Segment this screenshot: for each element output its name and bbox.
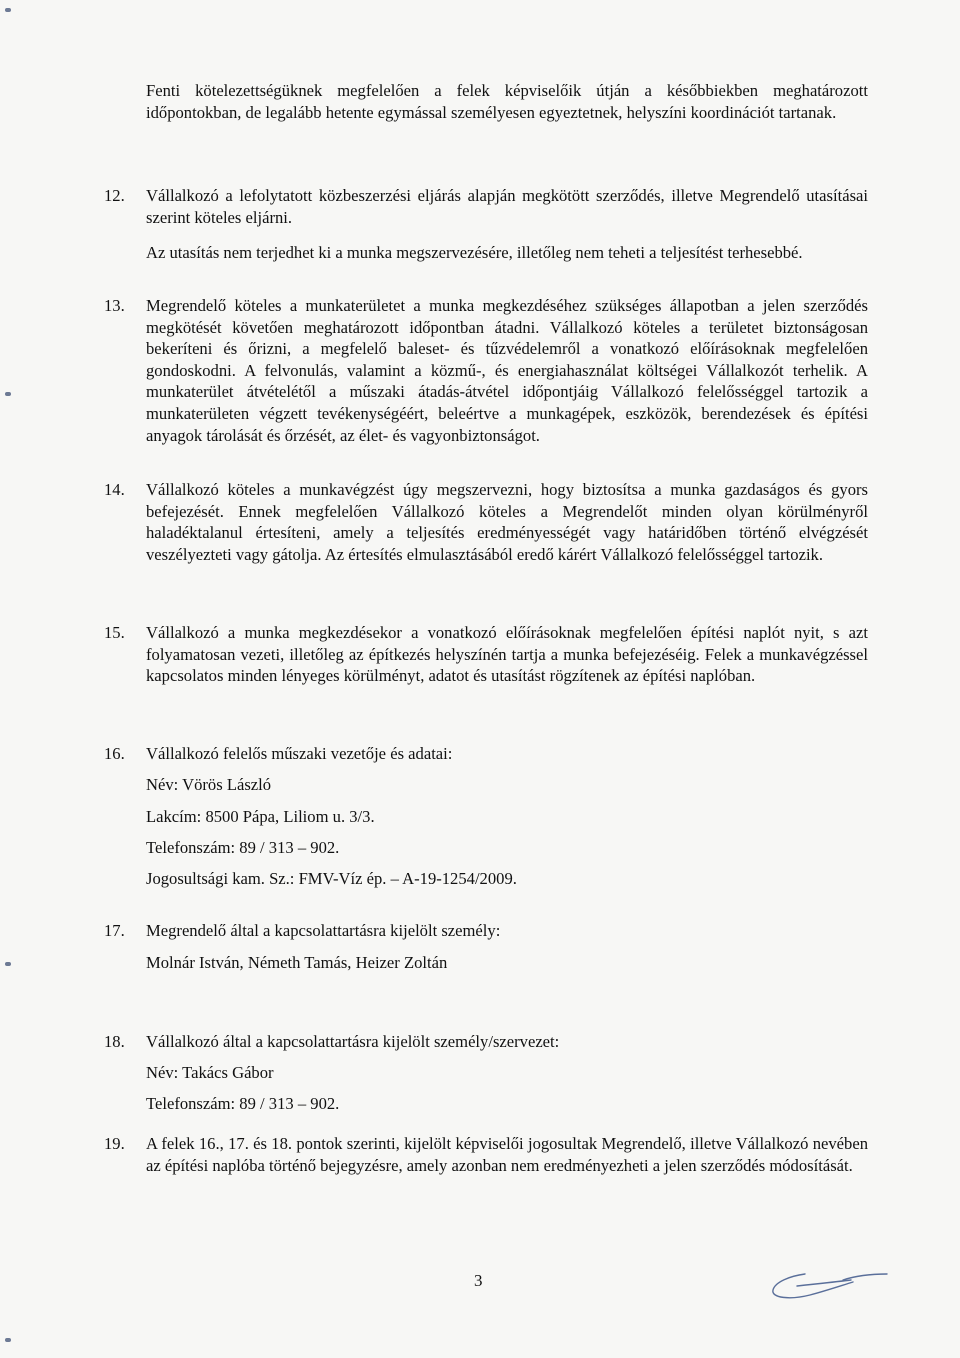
item-number: 16.	[104, 744, 125, 763]
item-16-license: Jogosultsági kam. Sz.: FMV-Víz ép. – A-19-1254/2009.	[146, 869, 517, 888]
item-18-phone: Telefonszám: 89 / 313 – 902.	[146, 1094, 340, 1113]
item-12-text: Vállalkozó a lefolytatott közbeszerzési eljárás alapján megkötött szerződés, illetve Megrendelő utasításai szerint köteles eljárni.	[146, 186, 868, 227]
item-12	[146, 185, 868, 264]
item-12-text-2: Az utasítás nem terjedhet ki a munka megszervezésére, illetőleg nem teheti a teljesítést terhesebbé.	[146, 243, 803, 263]
item-13	[146, 295, 868, 446]
item-number: 12.	[104, 186, 125, 205]
intro-paragraph	[146, 80, 868, 123]
item-number: 17.	[104, 921, 125, 940]
item-15-text: Vállalkozó a munka megkezdésekor a vonatkozó előírásoknak megfelelően építési naplót nyit, s azt folyamatosan vezeti, illetőleg az építkezés helyszínén tartja a munka befejezéséig. Felek a munkavégzéssel kapcsolatos minden lényeges körülményt, adatot és utasítást rögzítenek az építési naplóban.	[146, 623, 868, 686]
item-18-name: Név: Takács Gábor	[146, 1063, 274, 1082]
item-16-address: Lakcím: 8500 Pápa, Liliom u. 3/3.	[146, 807, 375, 826]
item-number: 14.	[104, 480, 125, 499]
page-number: 3	[474, 1271, 483, 1290]
binder-mark	[5, 1338, 11, 1342]
item-19	[146, 1133, 868, 1176]
item-15	[146, 622, 868, 687]
item-number: 18.	[104, 1032, 125, 1051]
signature-initials	[735, 1262, 895, 1312]
item-number: 13.	[104, 296, 125, 315]
item-14	[146, 479, 868, 565]
binder-mark	[5, 392, 11, 396]
item-13-text: Megrendelő köteles a munkaterületet a munka megkezdéséhez szükséges állapotban a jelen szerződés megkötését követően meghatározott időpontban átadni. Vállalkozó köteles a területet biztonságosan bekeríteni és őrizni, a megfelelő baleset- és tűzvédelemről a vonatkozó előírásoknak megfelelően gondoskodni. A felvonulás, valamint a közmű-, és energiahasználat költségei Vállalkozót terhelik. A munkaterület átvételétől a műszaki átadás-átvétel időpontjáig Vállalkozó felelősséggel tartozik a munkaterületen végzett tevékenységéért, beleértve a munkagépek, eszközök, berendezések és építési anyagok tárolását és őrzését, az élet- és vagyonbiztonságot.	[146, 296, 868, 445]
item-16-phone: Telefonszám: 89 / 313 – 902.	[146, 838, 340, 857]
item-18-text: Vállalkozó által a kapcsolattartásra kijelölt személy/szervezet:	[146, 1032, 560, 1051]
binder-mark	[5, 8, 11, 12]
item-16-name: Név: Vörös László	[146, 775, 272, 794]
item-17-names: Molnár István, Németh Tamás, Heizer Zoltán	[146, 953, 448, 972]
item-19-text: A felek 16., 17. és 18. pontok szerinti, kijelölt képviselői jogosultak Megrendelő, illetve Vállalkozó nevében az építési naplóba történő bejegyzésre, amely azonban nem eredményezheti a jelen szerződés módosítását.	[146, 1134, 868, 1175]
item-14-text: Vállalkozó köteles a munkavégzést úgy megszervezni, hogy biztosítsa a munka gazdaságos és gyors befejezését. Ennek megfelelően Vállalkozó köteles a Megrendelőt minden olyan körülményről haladéktalanul értesíteni, amely a teljesítés eredményességét vagy határidőben történő elvégzését veszélyezteti vagy gátolja. Az értesítés elmulasztásából eredő kárért Vállalkozó felelősséggel tartozik.	[146, 480, 868, 564]
intro-text: Fenti kötelezettségüknek megfelelően a felek képviselőik útján a későbbiekben meghatározott időpontokban, de legalább hetente egymással személyesen egyeztetnek, helyszíni koordinációt tartanak.	[146, 81, 868, 122]
item-17-text: Megrendelő által a kapcsolattartásra kijelölt személy:	[146, 921, 501, 940]
item-16-text: Vállalkozó felelős műszaki vezetője és adatai:	[146, 744, 453, 763]
binder-mark	[5, 962, 11, 966]
item-number: 19.	[104, 1134, 125, 1153]
item-number: 15.	[104, 623, 125, 642]
